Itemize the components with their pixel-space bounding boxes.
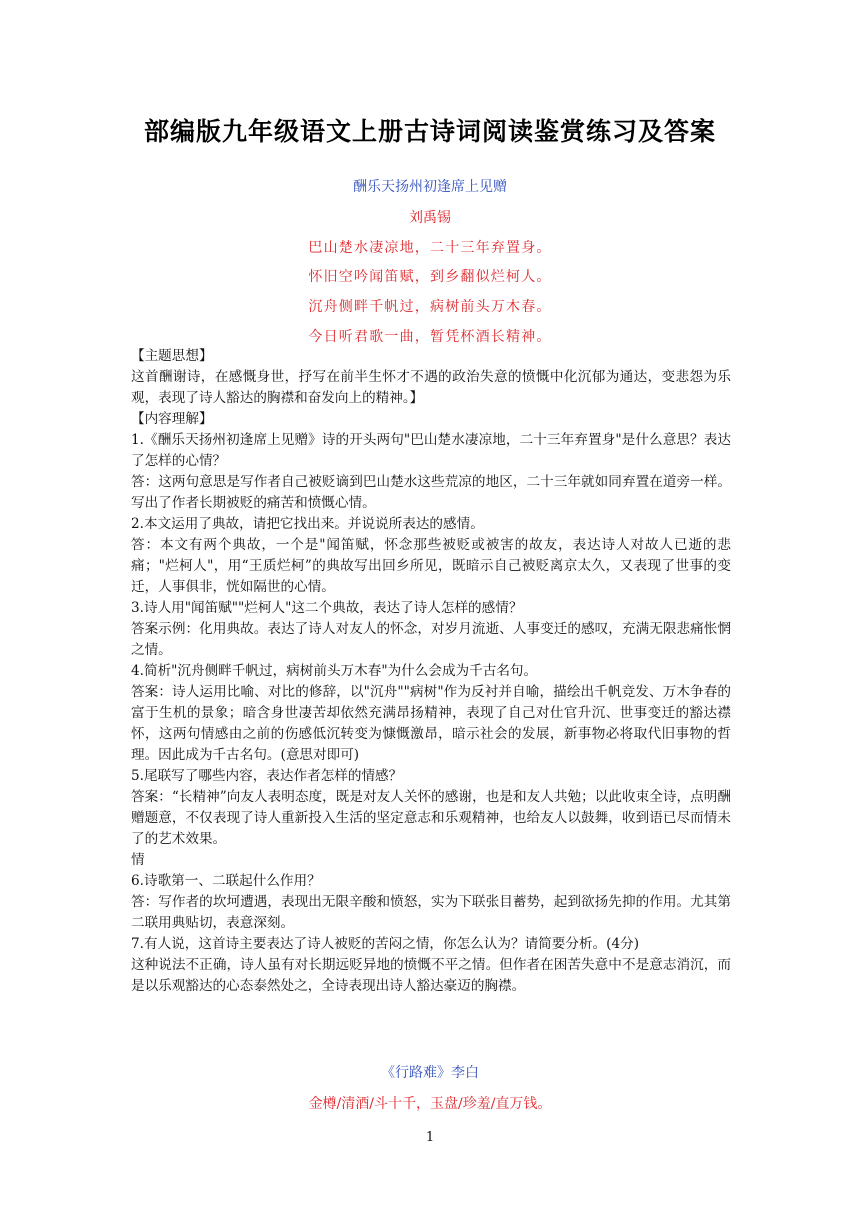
question-1: 1.《酬乐天扬州初逢席上见赠》诗的开头两句"巴山楚水凄凉地，二十三年弃置身"是什么意思？表达了怎样的心情？ bbox=[131, 432, 731, 469]
answer-1: 答：这两句意思是写作者自己被贬谪到巴山楚水这些荒凉的地区，二十三年就如同弃置在道旁一样。写出了作者长期被贬的痛苦和愤慨心情。 bbox=[131, 474, 731, 511]
stray-text: 情 bbox=[131, 852, 145, 868]
poem2-line-1: 金樽/清酒/斗十千，玉盘/珍羞/直万钱。 bbox=[308, 1096, 552, 1112]
analysis-body bbox=[131, 346, 731, 997]
answer-3: 答案示例：化用典故。表达了诗人对友人的怀念，对岁月流逝、人事变迁的感叹，充满无限悲痛怅惘之情。 bbox=[131, 621, 731, 658]
poem-line-3: 沉舟侧畔千帆过，病树前头万木春。 bbox=[308, 299, 552, 315]
poem-title: 酬乐天扬州初逢席上见赠 bbox=[353, 179, 507, 195]
answer-6: 答：写作者的坎坷遭遇，表现出无限辛酸和愤怒，实为下联张目蓄势，起到欲扬先抑的作用。尤其第二联用典贴切，表意深刻。 bbox=[131, 894, 731, 931]
page-number: 1 bbox=[425, 1130, 435, 1145]
answer-5: 答案：“长精神”向友人表明态度，既是对友人关怀的感谢，也是和友人共勉；以此收束全诗，点明酬赠题意，不仅表现了诗人重新投入生活的坚定意志和乐观精神，也给友人以鼓舞，收到语已尽而情未了的艺术效果。 bbox=[131, 789, 731, 847]
question-4: 4.简析"沉舟侧畔千帆过，病树前头万木春"为什么会成为千古名句。 bbox=[131, 663, 538, 679]
question-3: 3.诗人用"闻笛赋""烂柯人"这二个典故，表达了诗人怎样的感情？ bbox=[131, 600, 523, 616]
page-title: 部编版九年级语文上册古诗词阅读鉴赏练习及答案 bbox=[143, 117, 716, 146]
paragraph: 这首酬谢诗，在感慨身世，抒写在前半生怀才不遇的政治失意的愤慨中化沉郁为通达，变悲怨为乐观，表现了诗人豁达的胸襟和奋发向上的精神。】 bbox=[131, 369, 731, 406]
answer-2: 答：本文有两个典故，一个是"闻笛赋，怀念那些被贬或被害的故友，表达诗人对故人已逝的悲痛；"烂柯人"，用“王质烂柯”的典故写出回乡所见，既暗示自己被贬离京太久，又表现了世事的变迁，人事俱非，恍如隔世的心情。 bbox=[131, 537, 731, 595]
answer-7: 这种说法不正确，诗人虽有对长期远贬异地的愤慨不平之情。但作者在困苦失意中不是意志消沉，而是以乐观豁达的心态泰然处之，全诗表现出诗人豁达豪迈的胸襟。 bbox=[131, 957, 731, 994]
question-2: 2.本文运用了典故，请把它找出来。并说说所表达的感情。 bbox=[131, 516, 484, 532]
poem-line-4: 今日听君歌一曲，暂凭杯酒长精神。 bbox=[308, 329, 552, 345]
poem-line-1: 巴山楚水凄凉地，二十三年弃置身。 bbox=[308, 240, 552, 256]
section-heading-content: 【内容理解】 bbox=[131, 411, 213, 427]
poem-line-2: 怀旧空吟闻笛赋，到乡翻似烂柯人。 bbox=[308, 269, 552, 285]
section-heading-theme: 【主题思想】 bbox=[131, 348, 213, 364]
answer-4: 答案：诗人运用比喻、对比的修辞，以"沉舟""病树"作为反衬并自喻，描绘出千帆竞发、万木争春的富于生机的景象；暗含身世凄苦却依然充满昂扬精神，表现了自己对仕官升沉、世事变迁的豁达襟怀，这两句情感由之前的伤感低沉转变为慷慨激昂，暗示社会的发展，新事物必将取代旧事物的哲理。因此成为千古名句。(意思对即可) bbox=[131, 684, 731, 763]
question-6: 6.诗歌第一、二联起什么作用？ bbox=[131, 873, 321, 889]
poem2-title: 《行路难》李白 bbox=[381, 1065, 479, 1081]
question-5: 5.尾联写了哪些内容，表达作者怎样的情感？ bbox=[131, 768, 403, 784]
poem-author: 刘禹锡 bbox=[409, 210, 451, 226]
question-7: 7.有人说，这首诗主要表达了诗人被贬的苦闷之情，你怎么认为？请简要分析。(4分) bbox=[131, 936, 640, 952]
